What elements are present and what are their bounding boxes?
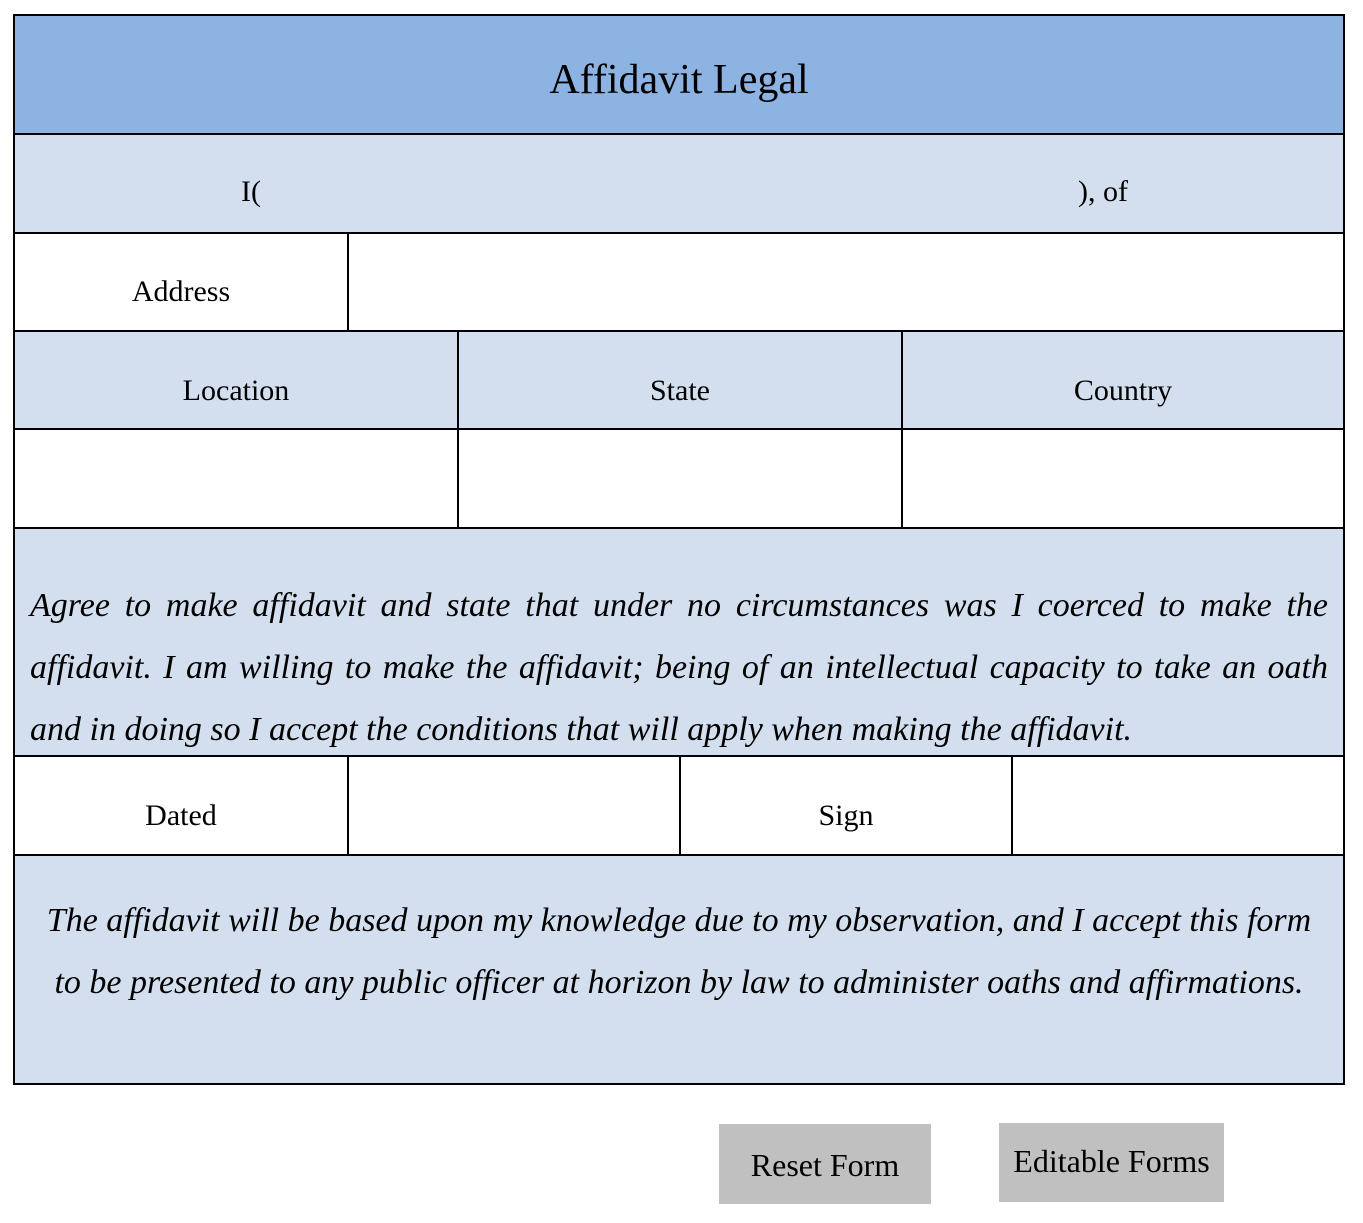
dated-label-cell	[15, 757, 349, 854]
name-input[interactable]	[271, 165, 1075, 213]
state-input[interactable]	[465, 436, 895, 521]
sign-field-cell	[1013, 757, 1343, 854]
location-field-cell	[15, 430, 459, 527]
sign-label-cell	[681, 757, 1013, 854]
address-label-cell	[15, 234, 349, 330]
dated-field-cell	[349, 757, 681, 854]
statement-text-2: The affidavit will be based upon my knowledge due to my observation, and I accept this form to be presented to any public officer at horizon by law to administer oaths and affirmations.	[46, 902, 1312, 1001]
dated-label: Dated	[145, 799, 217, 832]
sign-label: Sign	[818, 799, 874, 832]
name-suffix-label: ), of	[1078, 175, 1128, 208]
statement-text-1: Agree to make affidavit and state that under no circumstances was I coerced to make the affidavit. I am willing to make the affidavit; being of an intellectual capacity to take an oath and in doing so I accept the conditions that will apply when making the affidavit.	[30, 587, 1328, 748]
country-header-cell	[903, 332, 1343, 428]
state-field-cell	[459, 430, 903, 527]
location-input[interactable]	[21, 436, 451, 521]
address-input[interactable]	[355, 240, 1337, 324]
dated-sign-row	[15, 757, 1343, 856]
location-header-row	[15, 332, 1343, 430]
statement-row-1	[15, 529, 1343, 757]
location-header: Location	[182, 374, 290, 407]
statement-row-2	[15, 856, 1343, 1083]
name-row	[15, 135, 1343, 234]
location-input-row	[15, 430, 1343, 529]
state-header-cell	[459, 332, 903, 428]
dated-input[interactable]	[355, 763, 673, 848]
name-prefix-label: I(	[241, 175, 261, 208]
form-title: Affidavit Legal	[549, 57, 809, 103]
country-field-cell	[903, 430, 1343, 527]
reset-form-button[interactable]: Reset Form	[719, 1124, 931, 1204]
address-row	[15, 234, 1343, 332]
country-header: Country	[1073, 374, 1173, 407]
state-header: State	[650, 374, 710, 407]
address-label: Address	[131, 275, 231, 308]
address-field-cell	[349, 234, 1343, 330]
affidavit-form	[13, 14, 1345, 1085]
editable-forms-button[interactable]: Editable Forms	[999, 1123, 1224, 1202]
sign-input[interactable]	[1019, 763, 1337, 848]
location-header-cell	[15, 332, 459, 428]
country-input[interactable]	[909, 436, 1337, 521]
form-header	[15, 16, 1343, 135]
